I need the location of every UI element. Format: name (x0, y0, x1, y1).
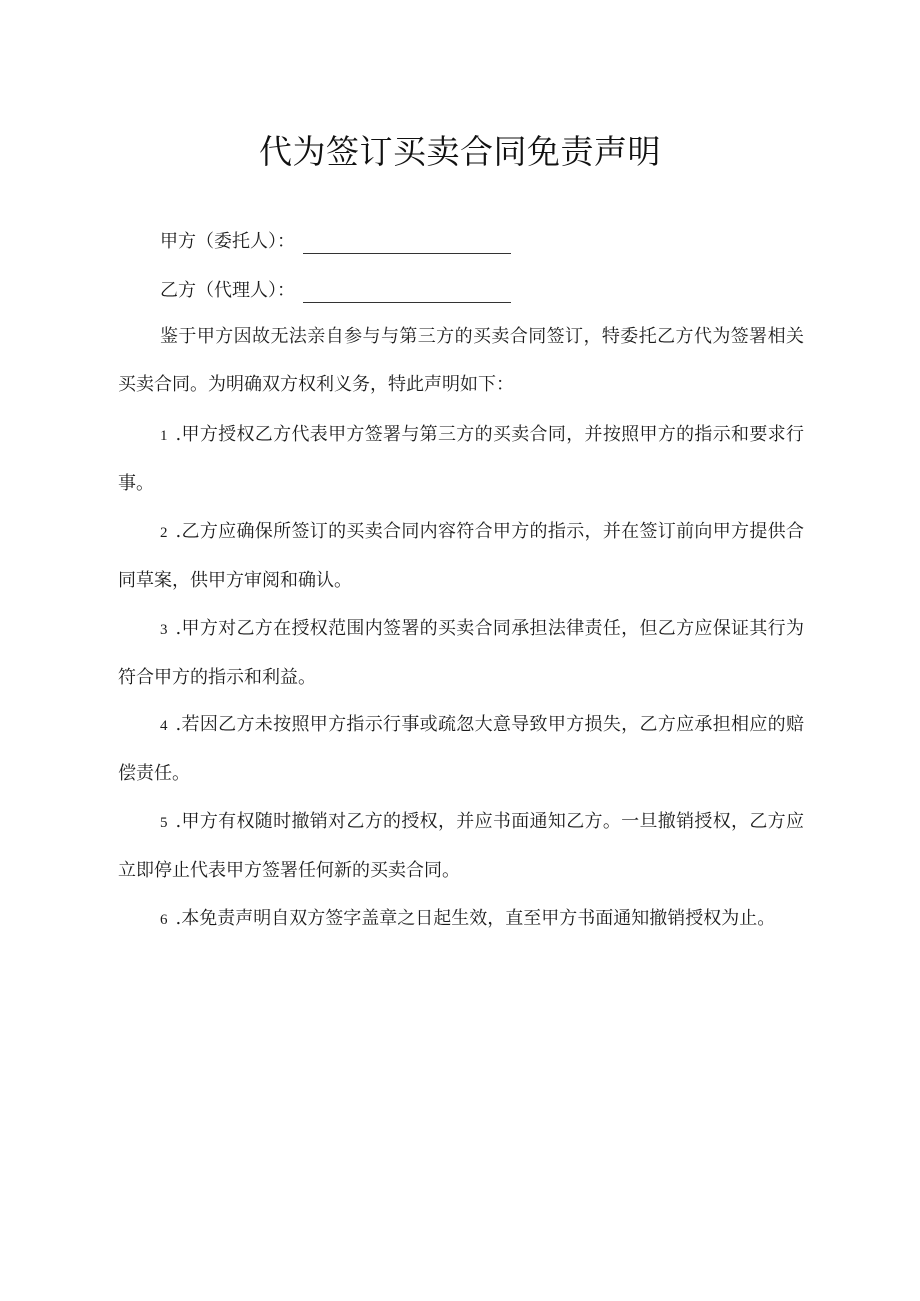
clause-number: 6 (160, 912, 168, 928)
clause-text: .甲方对乙方在授权范围内签署的买卖合同承担法律责任，但乙方应保证其行为符合甲方的指示和利益。 (118, 618, 804, 688)
clause-text: .若因乙方未按照甲方指示行事或疏忽大意导致甲方损失，乙方应承担相应的赔偿责任。 (118, 714, 804, 784)
clause-number: 3 (160, 622, 168, 638)
clause-1 (118, 411, 804, 508)
clause-4 (118, 701, 804, 798)
party-b-blank (303, 284, 511, 303)
clause-2 (118, 508, 804, 605)
clause-text: .本免责声明自双方签字盖章之日起生效，直至甲方书面通知撤销授权为止。 (175, 908, 776, 929)
clause-number: 2 (160, 525, 168, 541)
clause-3 (118, 605, 804, 702)
document-title: 代为签订买卖合同免责声明 (259, 132, 661, 171)
clause-number: 5 (160, 815, 168, 831)
party-b-line (160, 279, 511, 303)
clause-text: .乙方应确保所签订的买卖合同内容符合甲方的指示，并在签订前向甲方提供合同草案，供甲方审阅和确认。 (118, 521, 804, 591)
clause-5 (118, 798, 804, 895)
party-b-label: 乙方（代理人）： (160, 280, 295, 301)
clause-number: 1 (160, 428, 168, 444)
party-a-blank (303, 235, 511, 254)
clause-text: .甲方有权随时撤销对乙方的授权，并应书面通知乙方。一旦撤销授权，乙方应立即停止代表甲方签署任何新的买卖合同。 (118, 811, 804, 881)
intro-paragraph: 鉴于甲方因故无法亲自参与与第三方的买卖合同签订，特委托乙方代为签署相关买卖合同。为明确双方权利义务，特此声明如下： (118, 326, 804, 395)
party-a-line (160, 230, 511, 254)
clause-text: .甲方授权乙方代表甲方签署与第三方的买卖合同，并按照甲方的指示和要求行事。 (118, 424, 804, 494)
party-a-label: 甲方（委托人）： (160, 231, 295, 252)
clause-6 (118, 895, 804, 944)
clause-number: 4 (160, 718, 168, 734)
